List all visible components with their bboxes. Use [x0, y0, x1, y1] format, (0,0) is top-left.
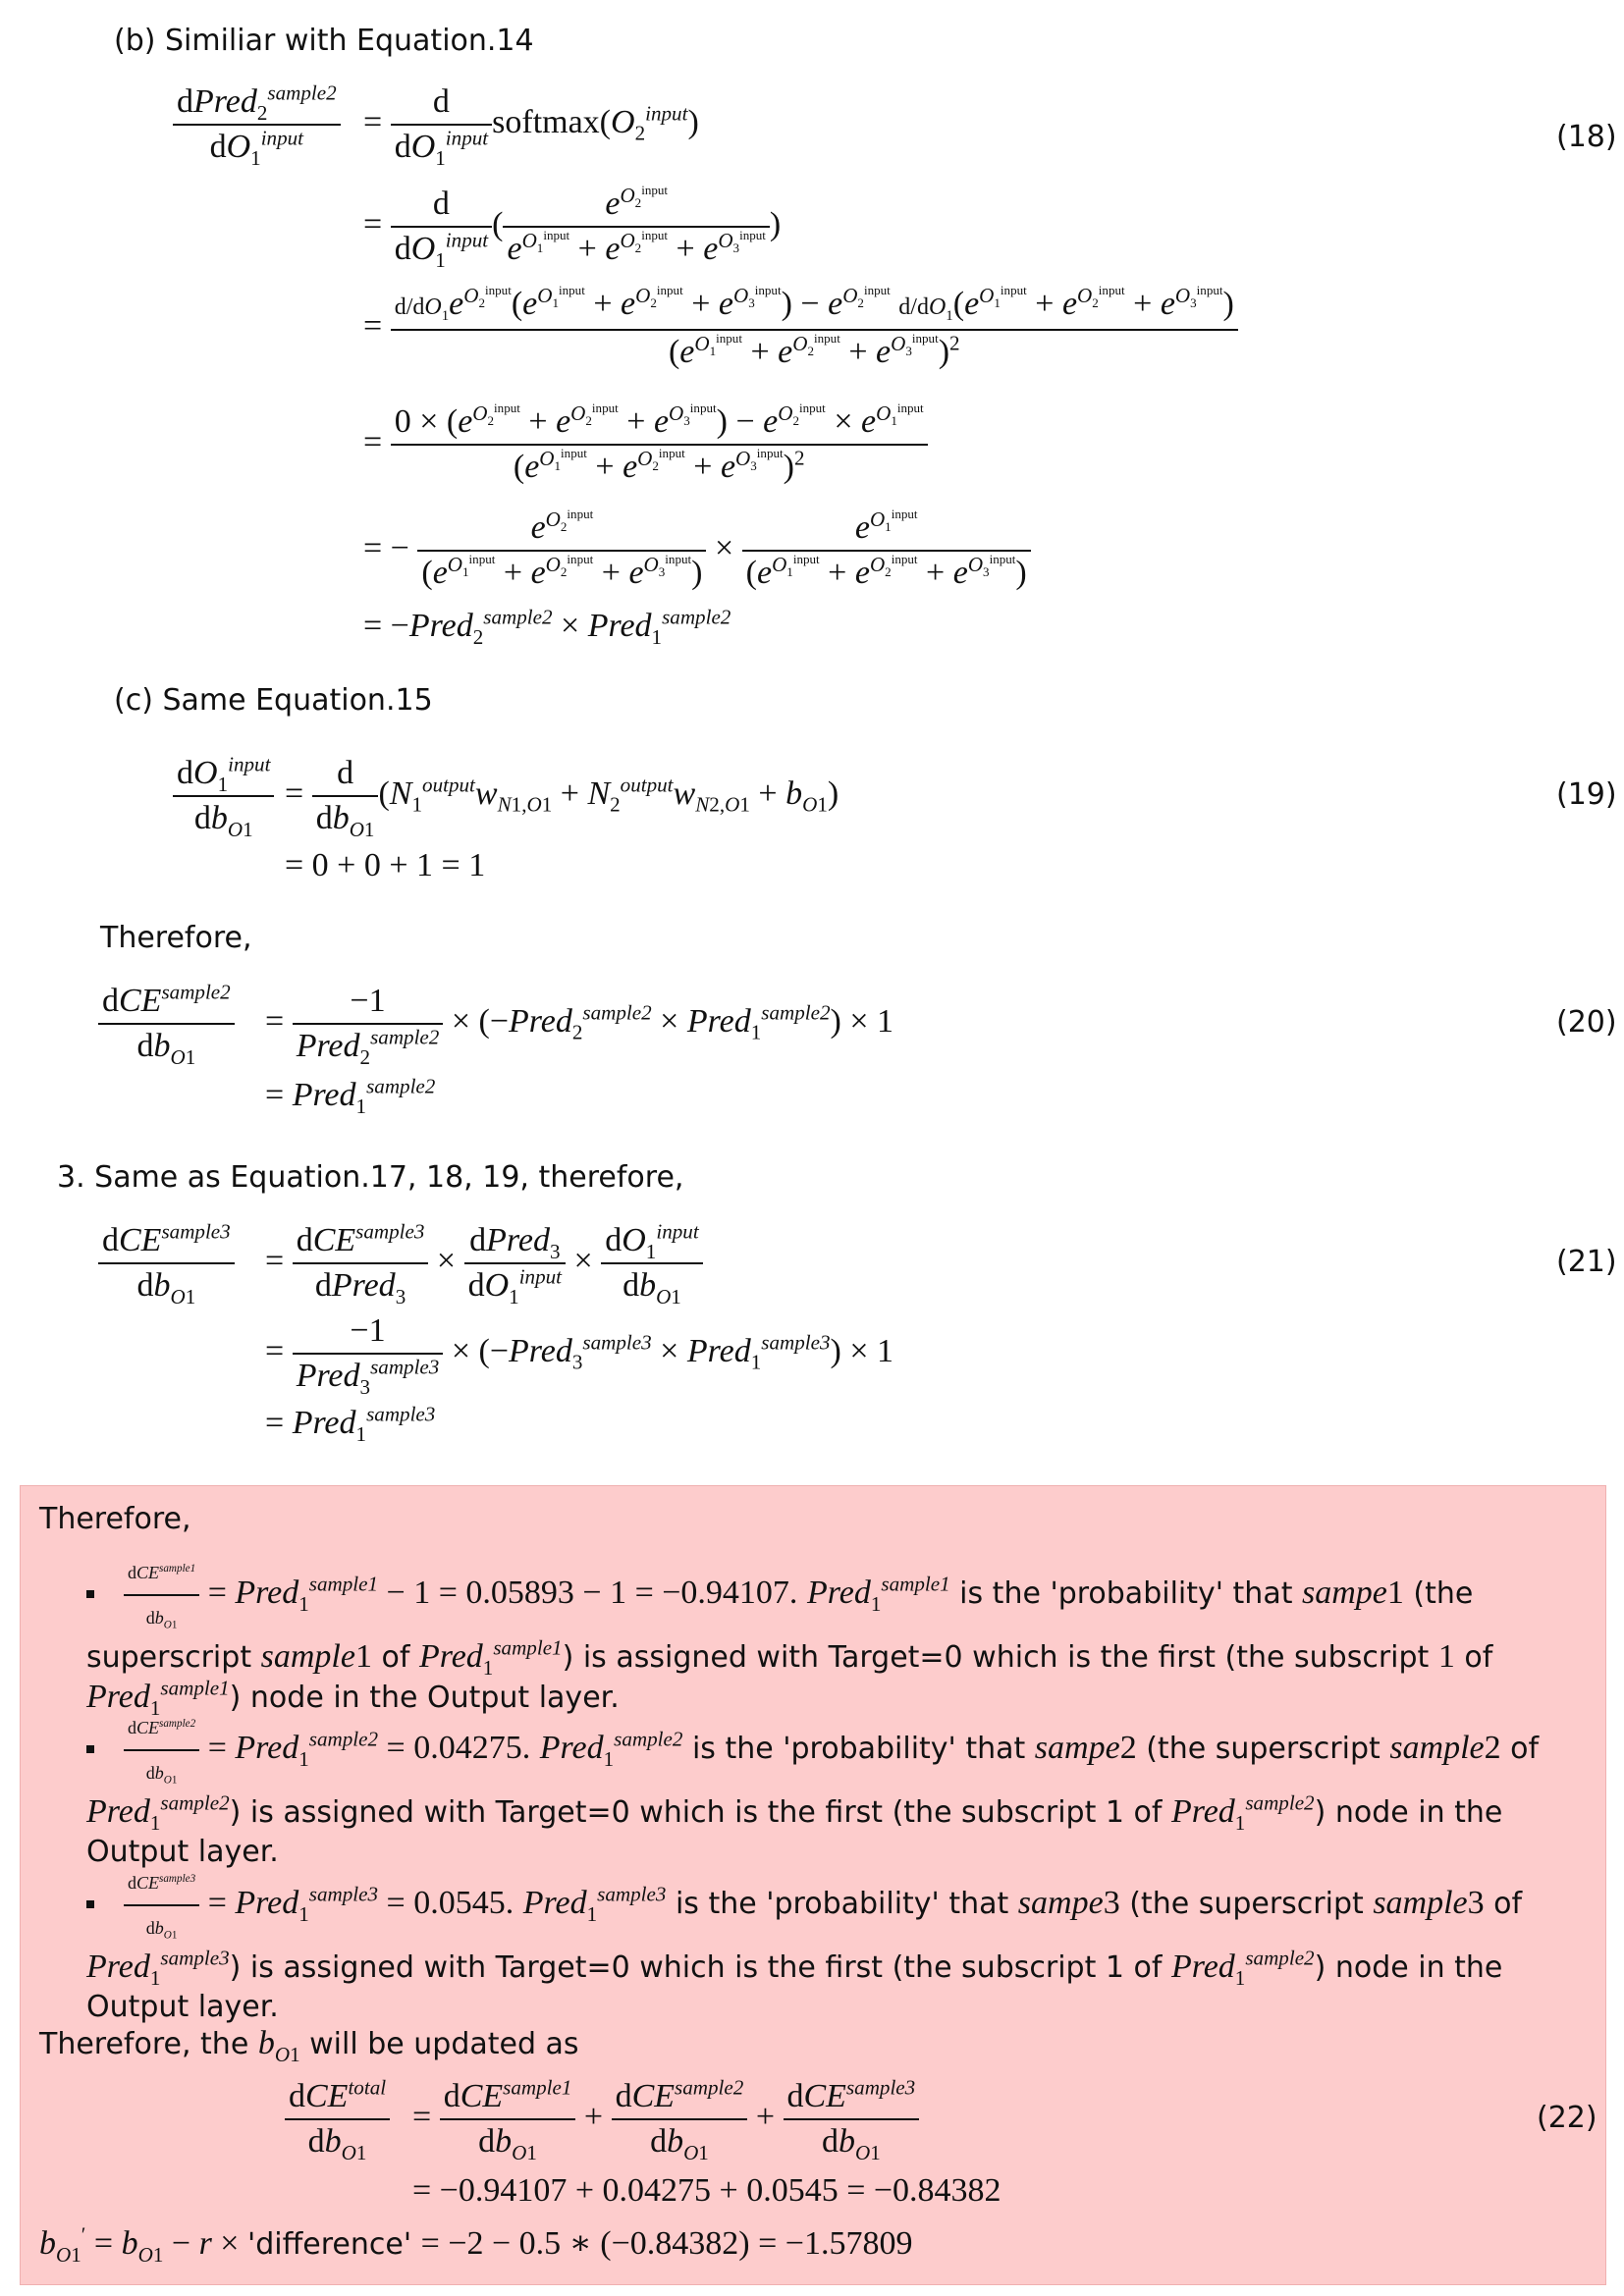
eq18-line5: = − $\frac{e^{O_2^{input}}}{(e^{O_1^{input}} + e^{O_2^{input}} + e^{O_3^{input}})}$ × $\frac{e^{O_1^{input}}}{(e^{O_1^{input}} + e^{O_2^{input}} + e^{O_3^{input}})}$ [363, 508, 1031, 593]
section-c-heading: (c) Same Equation.15 [114, 683, 433, 718]
eq21-line1: = $\frac{dCE^{sample3}}{dPred_3}$ × $\frac{dPred_3}{dO_1^{input}}$ × $\frac{dO_1^{input}}{db_{O1}}$ [265, 1221, 703, 1306]
eq19-line1: = $\frac{d}{db_{O1}}$ $(N_1^{output}w_{N1,O1} + N_2^{output}w_{N2,O1} + b_{O1})$ [285, 755, 839, 841]
bullet-1: $\frac{dCE^{sample1}}{db_{O1}}$ = Pred$_1^{sample1}$ − 1 = 0.05893 − 1 = −0.94107. Pred$_1^{sample1}$ is the 'probability' that sampe1 (the superscript sample1 of Pred$_1^{sample1}$) is assigned with Target=0 which is the first (the subscript 1 of Pred$_1^{sample1}$) node in the Output layer. [86, 1553, 1589, 1718]
bullet-3: $\frac{dCE^{sample3}}{db_{O1}}$ = Pred$_1^{sample3}$ = 0.0545. Pred$_1^{sample3}$ is the 'probability' that sampe3 (the superscript sample3 of Pred$_1^{sample3}$) is assigned with Target=0 which is the first (the subscript 1 of Pred$_1^{sample2}$) node in the Output layer. [86, 1863, 1589, 2027]
eq21-line2: = $\frac{-1}{Pred_3^{sample3}}$ × (−Pred$_3^{sample3}$ × Pred$_1^{sample3}$) × 1 [265, 1312, 894, 1399]
eq22-lhs: $\frac{dCE^{total}}{db_{O1}}$ [285, 2077, 390, 2162]
bullet-marker [86, 1745, 94, 1753]
section-b-heading: (b) Similiar with Equation.14 [114, 24, 534, 58]
eq18-lhs: $\frac{dPred_2^{sample2}}{dO_1^{input}}$ [173, 82, 341, 167]
eq22-number: (22) [1537, 2101, 1597, 2135]
eq18-line1: = $\frac{d}{dO_1^{input}}$ $softmax(O_2^{input})$ [363, 83, 699, 170]
box-therefore: Therefore, [39, 1502, 191, 1536]
eq22-line2: = −0.94107 + 0.04275 + 0.0545 = −0.84382 [412, 2172, 1001, 2209]
therefore-label: Therefore, [100, 921, 252, 955]
eq18-number: (18) [1556, 120, 1617, 154]
update-text: Therefore, the $b_{O1}$ will be updated as [39, 2025, 579, 2066]
eq21-lhs: $\frac{dCE^{sample3}}{db_{O1}}$ [98, 1221, 235, 1306]
eq19-line2: = 0 + 0 + 1 = 1 [285, 847, 486, 883]
bullet-marker [86, 1900, 94, 1908]
final-update: $b_{O1}' = b_{O1} - r$ × 'difference' = −2 − 0.5 ∗ (−0.84382) = −1.57809 [39, 2222, 913, 2267]
eq20-line2: = Pred$_1^{sample2}$ [265, 1074, 436, 1118]
eq18-line6: = −Pred$_2^{sample2}$ × Pred$_1^{sample2}$ [363, 605, 731, 649]
eq18-line4: = $\frac{0 \times (e^{O_2^{input}} + e^{O_2^{input}} + e^{O_3^{input}}) - e^{O_2^{input}} \times e^{O_1^{input}}}{(e^{O_1^{input}} + e^{O_2^{input}} + e^{O_3^{input}})^2}$ [363, 402, 928, 487]
eq20-number: (20) [1556, 1005, 1617, 1040]
eq20-line1: = $\frac{-1}{Pred_2^{sample2}}$ × (−Pred$_2^{sample2}$ × Pred$_1^{sample2}$) × 1 [265, 983, 894, 1069]
bullet-marker [86, 1590, 94, 1598]
eq19-lhs: $\frac{dO_1^{input}}{db_{O1}}$ [173, 754, 274, 838]
bullet-2: $\frac{dCE^{sample2}}{db_{O1}}$ = Pred$_1^{sample2}$ = 0.04275. Pred$_1^{sample2}$ is the 'probability' that sampe2 (the superscript sample2 of Pred$_1^{sample2}$) is assigned with Target=0 which is the first (the subscript 1 of Pred$_1^{sample2}$) node in the Output layer. [86, 1708, 1589, 1872]
eq20-lhs: $\frac{dCE^{sample2}}{db_{O1}}$ [98, 982, 235, 1066]
eq18-line2: = $\frac{d}{dO_1^{input}}$ ( $\frac{e^{O_2^{input}}}{e^{O_1^{input}} + e^{O_2^{input}} + e^{O_3^{input}}}$ ) [363, 182, 782, 272]
eq22-line1: = $\frac{dCE^{sample1}}{db_{O1}}$ + $\frac{dCE^{sample2}}{db_{O1}}$ + $\frac{dCE^{sample3}}{db_{O1}}$ [412, 2077, 919, 2162]
eq19-number: (19) [1556, 777, 1617, 812]
item-3-text: 3. Same as Equation.17, 18, 19, therefore, [57, 1160, 684, 1195]
eq21-number: (21) [1556, 1245, 1617, 1279]
eq21-line3: = Pred$_1^{sample3}$ [265, 1402, 436, 1446]
eq18-line3: = $d/dO_1e^{O_2^{input}}(e^{O_1^{input}} + e^{O_2^{input}} + e^{O_3^{input}}) - e^{O_2^{input}}$ $d/dO_1(e^{O_1^{input}} + e^{O_2^{input}} + e^{O_3^{input}})$ $(e^{O_1^{input}} + e^{O_2^{input}} + e^{O_3^{input}})^2$ [363, 285, 1238, 372]
